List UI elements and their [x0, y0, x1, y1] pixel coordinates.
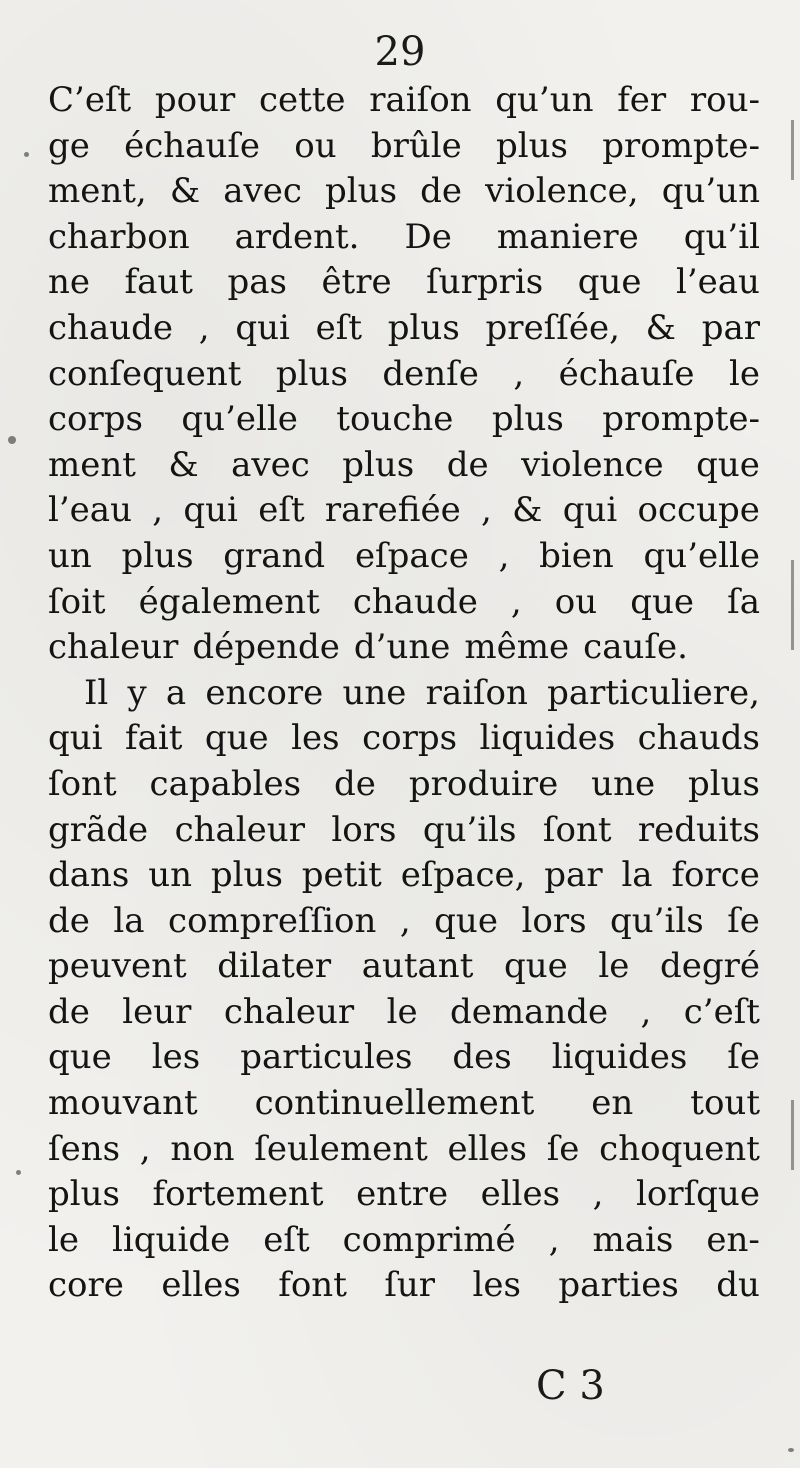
word: liquides: [551, 1037, 688, 1078]
word: De: [404, 216, 452, 257]
word: qu’elle: [643, 535, 760, 576]
word: par: [701, 307, 760, 348]
word: une: [342, 672, 407, 713]
word: autant: [361, 946, 474, 987]
word: ,: [548, 1219, 560, 1260]
word: peuvent: [48, 946, 187, 987]
word: choquent: [599, 1128, 760, 1169]
word: degré: [659, 946, 760, 987]
word: ,: [640, 991, 652, 1032]
word: plus: [342, 444, 415, 485]
word: rarefiée: [324, 490, 461, 531]
word: même: [464, 627, 570, 668]
word: qu’ils: [610, 900, 704, 941]
word: mais: [592, 1219, 674, 1260]
word: elles: [480, 1174, 561, 1215]
word: ſeulement: [254, 1128, 428, 1169]
word: plus: [121, 535, 194, 576]
word: le: [728, 353, 760, 394]
word: ,: [481, 490, 492, 531]
text-line: [48, 443, 760, 489]
word: en-: [706, 1219, 760, 1260]
page-edge-shadow: [791, 120, 794, 180]
word: tout: [690, 1083, 760, 1124]
word: liquides: [479, 718, 616, 759]
word: continuellement: [254, 1083, 535, 1124]
word: ,: [498, 535, 510, 576]
signature-mark: C 3: [536, 1363, 605, 1409]
word: plus: [210, 855, 283, 896]
text-line: [48, 808, 760, 854]
word: plus: [275, 353, 348, 394]
word: core: [48, 1265, 124, 1306]
word: rou-: [689, 80, 760, 120]
word: qui: [183, 490, 238, 531]
word: lorſque: [635, 1174, 760, 1215]
word: une: [591, 763, 656, 804]
word: plus: [387, 307, 460, 348]
word: plus: [496, 125, 568, 166]
word: conſequent: [48, 353, 242, 394]
word: dépende: [192, 627, 340, 668]
word: le: [598, 946, 630, 987]
word: liquide: [112, 1219, 231, 1260]
word: mouvant: [48, 1083, 198, 1124]
word: font: [278, 1265, 347, 1306]
word: compreſſion: [168, 900, 377, 941]
text-line: [48, 306, 760, 352]
text-line: [48, 397, 760, 443]
word: &: [169, 171, 201, 212]
ink-speck: [16, 1170, 21, 1175]
word: ſont: [542, 809, 612, 850]
text-line: [48, 1218, 760, 1264]
word: de: [48, 991, 90, 1032]
text-line: [48, 215, 760, 261]
word: ſe: [546, 1128, 580, 1169]
word: ſurpris: [426, 262, 544, 303]
word: elles: [447, 1128, 527, 1169]
word: avec: [223, 171, 302, 212]
word: par: [544, 855, 603, 896]
text-line: [48, 671, 760, 717]
word: dans: [48, 855, 130, 896]
word: plus: [688, 763, 760, 804]
ink-speck: [8, 436, 16, 444]
word: fortement: [152, 1174, 324, 1215]
word: de: [446, 444, 489, 485]
word: demande: [449, 991, 609, 1032]
text-line: [48, 1035, 760, 1081]
word: particules: [240, 1037, 413, 1078]
word: d’une: [353, 627, 451, 668]
word: raiſon: [369, 80, 472, 120]
word: ſe: [727, 1037, 760, 1078]
ink-speck: [24, 152, 29, 157]
word: ardent.: [234, 216, 360, 257]
word: reduits: [637, 809, 760, 850]
word: de: [48, 900, 90, 941]
word: les: [472, 1265, 521, 1306]
word: le: [48, 1219, 79, 1260]
word: comprimé: [342, 1219, 516, 1260]
word: faut: [124, 262, 193, 303]
word: plus: [48, 1174, 120, 1215]
word: capables: [149, 763, 302, 804]
word: également: [138, 581, 320, 622]
word: entre: [356, 1174, 449, 1215]
word: la: [621, 855, 653, 896]
text-line: [48, 990, 760, 1036]
word: du: [716, 1265, 760, 1306]
word: eſt: [315, 307, 363, 348]
text-line: [48, 625, 760, 671]
word: violence: [521, 444, 664, 485]
word: ,: [139, 1128, 151, 1169]
word: maniere: [496, 216, 639, 257]
word: a: [165, 672, 187, 713]
word: ſe: [727, 900, 760, 941]
text-line: [48, 1127, 760, 1173]
word: plus: [325, 171, 398, 212]
word: chaude: [48, 307, 173, 348]
word: petit: [301, 855, 382, 896]
word: c’eſt: [683, 991, 760, 1032]
text-line: [48, 1172, 760, 1218]
word: échauſe: [124, 125, 261, 166]
word: Il: [84, 672, 109, 713]
word: ſont: [48, 763, 117, 804]
body-text: [48, 78, 760, 1309]
word: ſa: [727, 581, 760, 622]
page-number: 29: [374, 29, 426, 75]
word: charbon: [48, 216, 190, 257]
word: de: [334, 763, 376, 804]
word: qui: [235, 307, 290, 348]
word: un: [148, 855, 193, 896]
word: touche: [336, 399, 454, 440]
word: eſpace: [354, 535, 469, 576]
word: le: [386, 991, 418, 1032]
word: plus: [491, 399, 564, 440]
word: qu’un: [495, 80, 594, 120]
word: cette: [258, 80, 346, 120]
word: qu’il: [683, 216, 760, 257]
word: promptе-: [602, 399, 760, 440]
word: ge: [48, 125, 90, 166]
word: elles: [161, 1265, 241, 1306]
word: brûle: [370, 125, 462, 166]
word: corps: [48, 399, 143, 440]
word: ou: [294, 125, 337, 166]
word: qu’ils: [422, 809, 517, 850]
text-line: [48, 853, 760, 899]
text-line: [48, 169, 760, 215]
text-line: [48, 488, 760, 534]
word: qu’elle: [181, 399, 298, 440]
word: ſens: [48, 1128, 121, 1169]
word: cauſe.: [583, 627, 688, 668]
text-line: [48, 1081, 760, 1127]
word: les: [291, 718, 340, 759]
word: que: [434, 900, 498, 941]
word: &: [512, 490, 543, 531]
word: qui: [48, 718, 103, 759]
word: ſur: [384, 1265, 436, 1306]
text-line: [48, 534, 760, 580]
text-line: [48, 1263, 760, 1309]
word: ,: [152, 490, 164, 531]
text-line: [48, 260, 760, 306]
word: eſt: [258, 490, 305, 531]
word: chaude: [352, 581, 478, 622]
word: ment,: [48, 171, 147, 212]
word: que: [696, 444, 760, 485]
word: les: [151, 1037, 201, 1078]
text-line: [48, 580, 760, 626]
word: qui: [562, 490, 618, 531]
word: parties: [558, 1265, 679, 1306]
word: que: [48, 1037, 112, 1078]
word: en: [591, 1083, 634, 1124]
word: ment: [48, 444, 136, 485]
word: l’eau: [675, 262, 760, 303]
word: non: [170, 1128, 235, 1169]
word: de: [420, 171, 463, 212]
word: chaleur: [223, 991, 355, 1032]
word: être: [321, 262, 392, 303]
word: échauſe: [558, 353, 695, 394]
page-edge-shadow: [791, 1100, 794, 1170]
text-line: [48, 716, 760, 762]
text-line: [48, 78, 760, 124]
word: que: [503, 946, 568, 987]
word: que: [204, 718, 269, 759]
word: chaleur: [48, 627, 179, 668]
word: ou: [554, 581, 598, 622]
word: pas: [227, 262, 287, 303]
word: grand: [223, 535, 326, 576]
word: qu’un: [661, 171, 760, 212]
word: pour: [154, 80, 236, 120]
word: chauds: [637, 718, 760, 759]
word: des: [452, 1037, 512, 1078]
page-edge-shadow: [791, 560, 794, 650]
word: ſoit: [48, 581, 106, 622]
word: grãde: [48, 809, 149, 850]
word: avec: [231, 444, 310, 485]
word: lors: [521, 900, 587, 941]
word: ,: [592, 1174, 604, 1215]
word: ,: [399, 900, 411, 941]
word: fer: [617, 80, 667, 120]
word: eſpace,: [400, 855, 526, 896]
word: bien: [539, 535, 614, 576]
word: ,: [513, 353, 525, 394]
word: eſt: [263, 1219, 310, 1260]
word: occupe: [637, 490, 760, 531]
word: fait: [125, 718, 183, 759]
text-line: [48, 124, 760, 170]
word: &: [168, 444, 199, 485]
text-line: [48, 944, 760, 990]
word: ,: [198, 307, 210, 348]
word: prompte-: [602, 125, 760, 166]
word: que: [577, 262, 642, 303]
word: la: [113, 900, 145, 941]
word: ,: [510, 581, 522, 622]
word: C’eſt: [48, 80, 132, 120]
word: y: [127, 672, 147, 713]
text-line: [48, 762, 760, 808]
word: leur: [122, 991, 192, 1032]
word: ne: [48, 262, 91, 303]
word: denſe: [382, 353, 479, 394]
word: produire: [408, 763, 559, 804]
word: lors: [331, 809, 397, 850]
word: violence,: [485, 171, 639, 212]
text-line: [48, 352, 760, 398]
word: particuliere,: [547, 672, 760, 713]
word: &: [645, 307, 676, 348]
text-line: [48, 899, 760, 945]
word: l’eau: [48, 490, 132, 531]
word: encore: [205, 672, 324, 713]
word: raiſon: [425, 672, 528, 713]
word: chaleur: [174, 809, 305, 850]
word: un: [48, 535, 92, 576]
word: corps: [362, 718, 458, 759]
word: force: [671, 855, 760, 896]
word: dilater: [217, 946, 332, 987]
word: que: [630, 581, 695, 622]
word: preſſée,: [485, 307, 620, 348]
ink-speck: [788, 1448, 794, 1452]
